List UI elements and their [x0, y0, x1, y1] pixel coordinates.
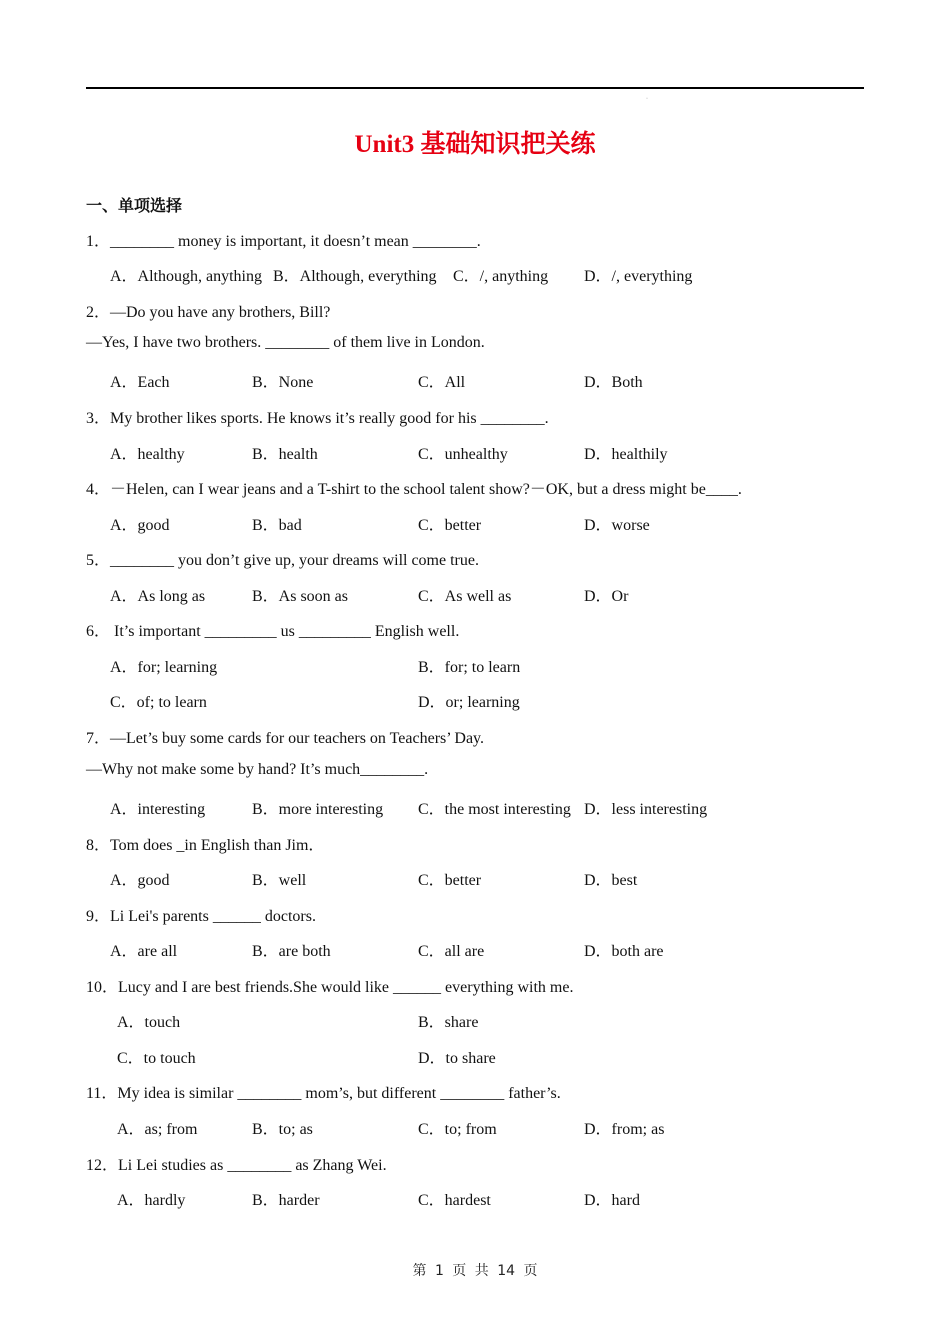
q6-option-c[interactable]: C．of; to learn	[110, 694, 207, 711]
page-footer: 第 1 页 共 14 页	[412, 1263, 538, 1279]
q1-option-b[interactable]: B．Although, everything	[273, 268, 437, 285]
question-8-stem: 8．Tom does _in English than Jim．	[86, 837, 325, 854]
q5-option-c[interactable]: C．As well as	[418, 588, 512, 605]
q12-option-c[interactable]: C．hardest	[418, 1192, 491, 1209]
q8-option-c[interactable]: C．better	[418, 872, 482, 889]
q2-option-a[interactable]: A．Each	[110, 374, 170, 391]
question-7-stem-line2: —Why not make some by hand? It’s much________.	[86, 761, 429, 778]
q2-option-d[interactable]: D．Both	[584, 374, 643, 391]
header-dot: ·	[646, 96, 648, 102]
q1-option-a[interactable]: A．Although, anything	[110, 268, 262, 285]
q11-option-d[interactable]: D．from; as	[584, 1121, 665, 1138]
q5-option-b[interactable]: B．As soon as	[252, 588, 349, 605]
q12-option-b[interactable]: B．harder	[252, 1192, 320, 1209]
q10-option-a[interactable]: A．touch	[117, 1014, 181, 1031]
q5-option-d[interactable]: D．Or	[584, 588, 629, 605]
q6-option-d[interactable]: D．or; learning	[418, 694, 520, 711]
q8-option-d[interactable]: D．best	[584, 872, 638, 889]
q7-option-b[interactable]: B．more interesting	[252, 801, 384, 818]
question-6-stem: 6． It’s important _________ us _________ English well.	[86, 623, 460, 640]
q3-option-c[interactable]: C．unhealthy	[418, 446, 508, 463]
q9-option-c[interactable]: C．all are	[418, 943, 485, 960]
question-7-stem: 7．—Let’s buy some cards for our teachers on Teachers’ Day.	[86, 730, 485, 747]
question-3-stem: 3．My brother likes sports. He knows it’s really good for his ________.	[86, 410, 549, 427]
question-12-stem: 12．Li Lei studies as ________ as Zhang Wei.	[86, 1157, 387, 1174]
q10-option-c[interactable]: C．to touch	[117, 1050, 196, 1067]
q5-option-a[interactable]: A．As long as	[110, 588, 206, 605]
question-11-stem: 11．My idea is similar ________ mom’s, but different ________ father’s.	[86, 1085, 561, 1102]
question-9-stem: 9．Li Lei's parents ______ doctors.	[86, 908, 316, 925]
q3-option-a[interactable]: A．healthy	[110, 446, 185, 463]
q10-option-d[interactable]: D．to share	[418, 1050, 496, 1067]
q4-option-a[interactable]: A．good	[110, 517, 170, 534]
question-1-stem: 1．________ money is important, it doesn’t mean ________.	[86, 233, 481, 250]
question-2-stem: 2．—Do you have any brothers, Bill?	[86, 304, 331, 321]
question-4-stem: 4．－Helen, can I wear jeans and a T-shirt to the school talent show?－OK, but a dress might be____.	[86, 481, 742, 498]
q8-option-b[interactable]: B．well	[252, 872, 307, 889]
q1-option-d[interactable]: D．/, everything	[584, 268, 693, 285]
question-5-stem: 5．________ you don’t give up, your dreams will come true.	[86, 552, 479, 569]
q7-option-c[interactable]: C．the most interesting	[418, 801, 571, 818]
q1-option-c[interactable]: C．/, anything	[453, 268, 549, 285]
q3-option-b[interactable]: B．health	[252, 446, 318, 463]
q11-option-a[interactable]: A．as; from	[117, 1121, 198, 1138]
q11-option-b[interactable]: B．to; as	[252, 1121, 313, 1138]
q6-option-a[interactable]: A．for; learning	[110, 659, 218, 676]
q10-option-b[interactable]: B．share	[418, 1014, 479, 1031]
q2-option-b[interactable]: B．None	[252, 374, 314, 391]
q11-option-c[interactable]: C．to; from	[418, 1121, 497, 1138]
q6-option-b[interactable]: B．for; to learn	[418, 659, 521, 676]
question-10-stem: 10．Lucy and I are best friends.She would like ______ everything with me.	[86, 979, 574, 996]
q7-option-d[interactable]: D．less interesting	[584, 801, 708, 818]
q4-option-d[interactable]: D．worse	[584, 517, 650, 534]
q9-option-a[interactable]: A．are all	[110, 943, 178, 960]
header-rule	[86, 87, 864, 89]
page-title: Unit3 基础知识把关练	[354, 131, 596, 158]
q12-option-d[interactable]: D．hard	[584, 1192, 640, 1209]
section-heading: 一、单项选择	[86, 196, 183, 215]
q3-option-d[interactable]: D．healthily	[584, 446, 668, 463]
q8-option-a[interactable]: A．good	[110, 872, 170, 889]
q4-option-c[interactable]: C．better	[418, 517, 482, 534]
q7-option-a[interactable]: A．interesting	[110, 801, 206, 818]
question-2-stem-line2: —Yes, I have two brothers. ________ of them live in London.	[86, 334, 485, 351]
q9-option-b[interactable]: B．are both	[252, 943, 331, 960]
q9-option-d[interactable]: D．both are	[584, 943, 664, 960]
q12-option-a[interactable]: A．hardly	[117, 1192, 186, 1209]
q4-option-b[interactable]: B．bad	[252, 517, 302, 534]
q2-option-c[interactable]: C．All	[418, 374, 466, 391]
